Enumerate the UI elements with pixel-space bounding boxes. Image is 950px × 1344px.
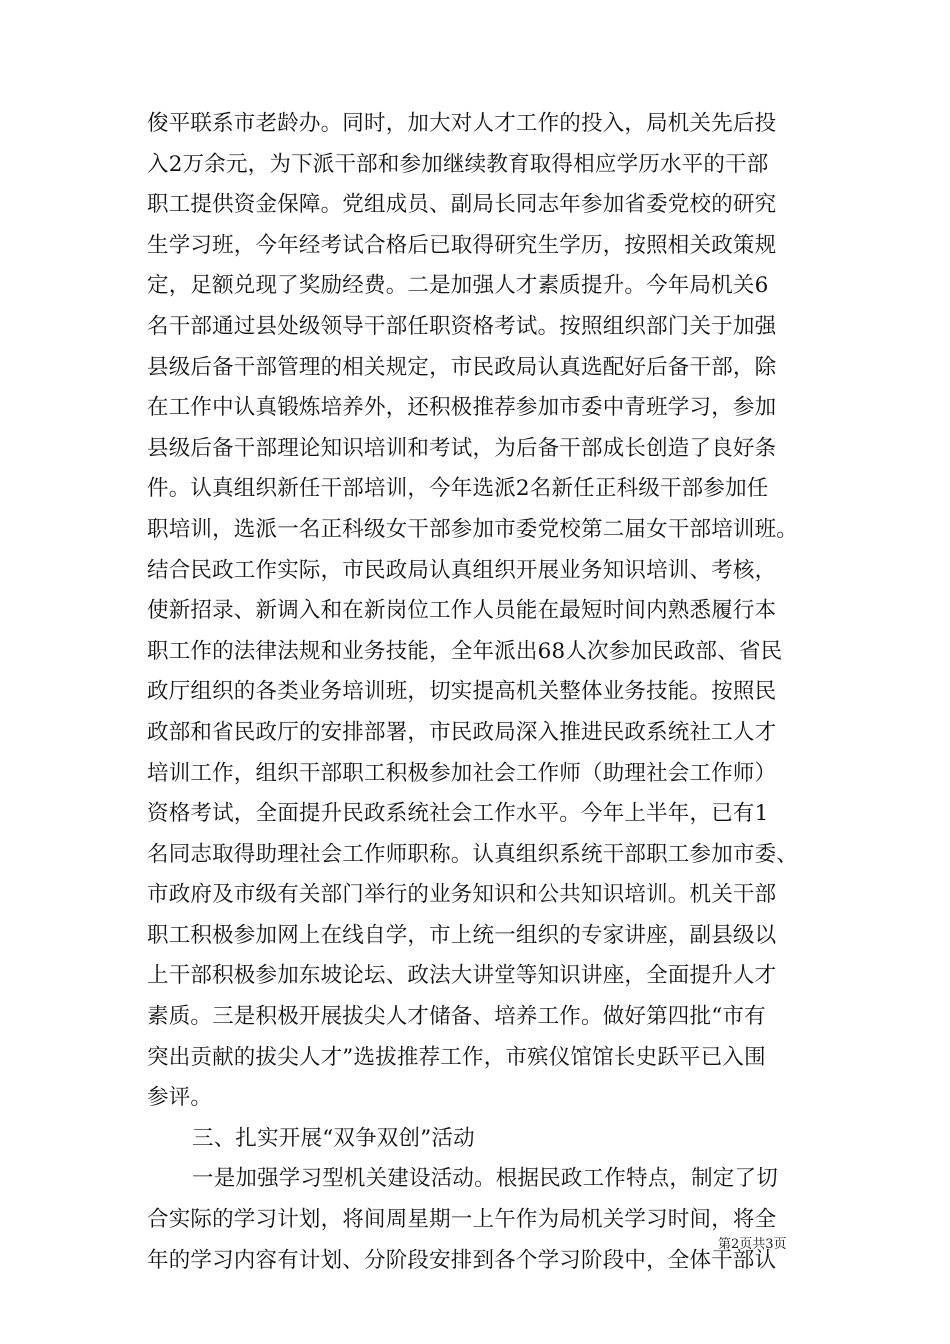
text-line: 结合民政工作实际，市民政局认真组织开展业务知识培训、考核， bbox=[147, 557, 777, 583]
text-line: 素质。三是积极开展拔尖人才储备、培养工作。做好第四批“市有 bbox=[147, 1004, 766, 1030]
section-heading: 三、扎实开展“双争双创”活动 bbox=[192, 1125, 475, 1151]
page-number: 第2页共3页 bbox=[718, 1237, 787, 1252]
text-line: 名同志取得助理社会工作师职称。认真组织系统干部职工参加市委、 bbox=[147, 841, 799, 867]
text-line: 职工提供资金保障。党组成员、副局长同志年参加省委党校的研究 bbox=[147, 192, 777, 218]
text-line: 市政府及市级有关部门举行的业务知识和公共知识培训。机关干部 bbox=[147, 882, 777, 908]
text-line: 资格考试，全面提升民政系统社会工作水平。今年上半年，已有1 bbox=[147, 801, 769, 827]
text-line: 年的学习内容有计划、分阶段安排到各个学习阶段中，全体干部认 bbox=[147, 1247, 777, 1273]
text-line: 俊平联系市老龄办。同时，加大对人才工作的投入，局机关先后投 bbox=[147, 111, 777, 136]
text-line: 培训工作，组织干部职工积极参加社会工作师（助理社会工作师） bbox=[147, 760, 777, 786]
text-line: 政部和省民政厅的安排部署，市民政局深入推进民政系统社工人才 bbox=[147, 719, 777, 745]
text-line: 名干部通过县处级领导干部任职资格考试。按照组织部门关于加强 bbox=[147, 313, 777, 339]
text-line: 合实际的学习计划，将间周星期一上午作为局机关学习时间，将全 bbox=[147, 1207, 777, 1233]
text-line: 职培训，选派一名正科级女干部参加市委党校第二届女干部培训班。 bbox=[147, 516, 799, 542]
text-line: 入2万余元，为下派干部和参加继续教育取得相应学历水平的干部 bbox=[147, 151, 769, 177]
text-line: 在工作中认真锻炼培养外，还积极推荐参加市委中青班学习，参加 bbox=[147, 395, 777, 421]
text-line: 县级后备干部理论知识培训和考试，为后备干部成长创造了良好条 bbox=[147, 435, 777, 461]
text-line: 突出贡献的拔尖人才”选拔推荐工作，市殡仪馆馆长史跃平已入围 bbox=[147, 1044, 766, 1070]
text-line: 参评。 bbox=[147, 1085, 213, 1111]
text-line: 职工积极参加网上在线自学，市上统一组织的专家讲座，副县级以 bbox=[147, 922, 777, 948]
text-line: 定，足额兑现了奖励经费。二是加强人才素质提升。今年局机关6 bbox=[147, 273, 769, 299]
body-text bbox=[147, 104, 827, 1281]
text-line: 政厅组织的各类业务培训班，切实提高机关整体业务技能。按照民 bbox=[147, 679, 777, 705]
text-line: 县级后备干部管理的相关规定，市民政局认真选配好后备干部，除 bbox=[147, 354, 777, 380]
text-line: 使新招录、新调入和在新岗位工作人员能在最短时间内熟悉履行本 bbox=[147, 598, 777, 624]
text-line: 生学习班，今年经考试合格后已取得研究生学历，按照相关政策规 bbox=[147, 232, 777, 258]
paragraph-first-line: 一是加强学习型机关建设活动。根据民政工作特点，制定了切 bbox=[192, 1166, 778, 1192]
text-line: 职工作的法律法规和业务技能，全年派出68人次参加民政部、省民 bbox=[147, 638, 783, 664]
text-line: 上干部积极参加东坡论坛、政法大讲堂等知识讲座，全面提升人才 bbox=[147, 963, 777, 989]
text-line: 件。认真组织新任干部培训，今年选派2名新任正科级干部参加任 bbox=[147, 476, 769, 502]
